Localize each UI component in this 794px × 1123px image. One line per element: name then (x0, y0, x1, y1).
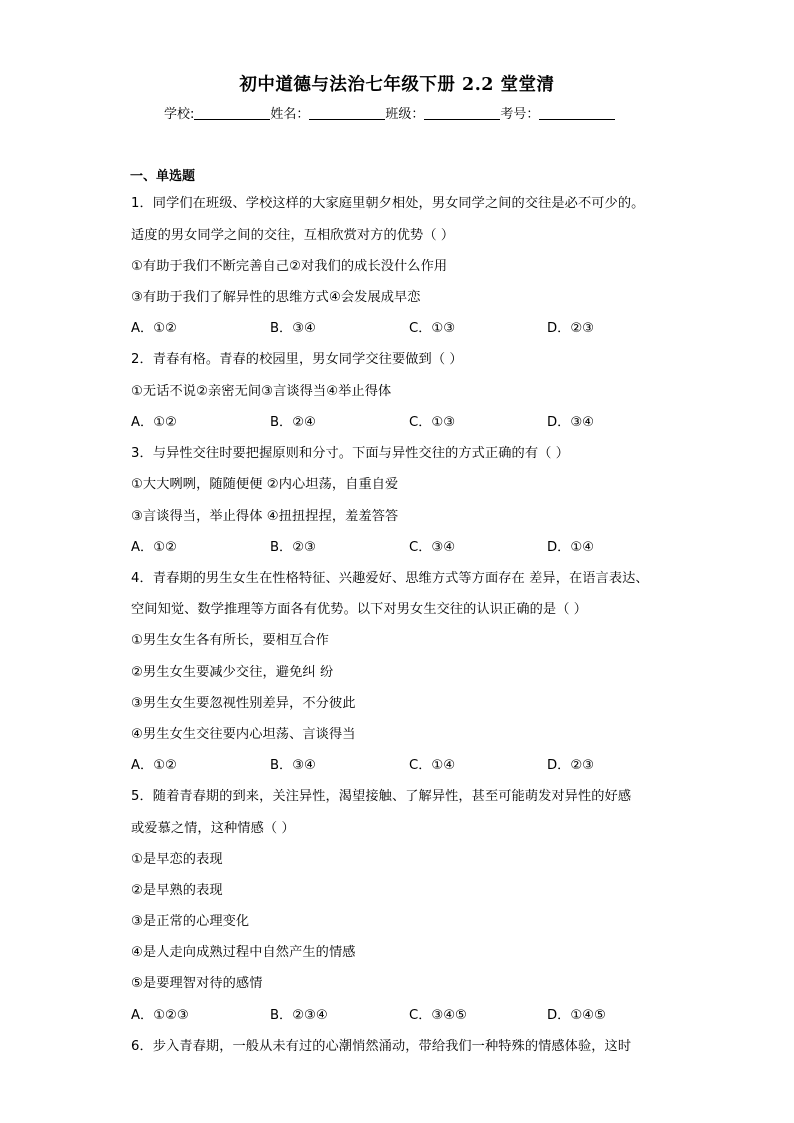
question-4-line-3: ①男生女生各有所长，要相互合作 (131, 633, 329, 648)
question-4-option-b[interactable]: B．③④ (270, 758, 316, 773)
school-label: 学校: (164, 107, 195, 122)
question-1-option-b[interactable]: B．③④ (270, 321, 316, 336)
question-4-option-c[interactable]: C．①④ (409, 758, 456, 773)
question-4-line-2: 空间知觉、数学推理等方面各有优势。以下对男女生交往的认识正确的是（ ） (131, 602, 588, 617)
question-4-line-4: ②男生女生要减少交往，避免纠 纷 (131, 665, 334, 680)
question-4-option-a[interactable]: A．①② (131, 758, 177, 773)
class-blank[interactable] (424, 106, 500, 120)
question-3-option-a[interactable]: A．①② (131, 540, 177, 555)
question-1-option-d[interactable]: D．②③ (547, 321, 594, 336)
exam-number-label: 考号： (500, 107, 540, 122)
question-2-line-1: 2．青春有格。青春的校园里，男女同学交往要做到（ ） (131, 352, 463, 367)
question-1-line-3: ①有助于我们不断完善自己②对我们的成长没什么作用 (131, 259, 448, 274)
question-1-option-a[interactable]: A．①② (131, 321, 177, 336)
question-3-option-b[interactable]: B．②③ (270, 540, 316, 555)
class-label: 班级： (385, 107, 425, 122)
question-4-line-6: ④男生女生交往要内心坦荡、言谈得当 (131, 727, 356, 742)
question-3-line-3: ③言谈得当，举止得体 ④扭扭捏捏，羞羞答答 (131, 509, 399, 524)
question-5-option-b[interactable]: B．②③④ (270, 1008, 328, 1023)
question-1-line-4: ③有助于我们了解异性的思维方式④会发展成早恋 (131, 290, 421, 305)
question-5-line-2: 或爱慕之情，这种情感（ ） (131, 821, 295, 836)
question-5-line-6: ④是人走向成熟过程中自然产生的情感 (131, 945, 356, 960)
school-blank[interactable] (194, 106, 270, 120)
name-label: 姓名： (270, 107, 310, 122)
question-3-line-1: 3．与异性交往时要把握原则和分寸。下面与异性交往的方式正确的有（ ） (131, 446, 569, 461)
question-4-option-d[interactable]: D．②③ (547, 758, 594, 773)
question-2-option-d[interactable]: D．③④ (547, 415, 594, 430)
question-2-line-2: ①无话不说②亲密无间③言谈得当④举止得体 (131, 384, 392, 399)
question-5-line-4: ②是早熟的表现 (131, 883, 223, 898)
question-5-option-c[interactable]: C．③④⑤ (409, 1008, 467, 1023)
exam-number-blank[interactable] (539, 106, 615, 120)
question-2-option-a[interactable]: A．①② (131, 415, 177, 430)
student-info-row (164, 103, 615, 122)
question-1-option-c[interactable]: C．①③ (409, 321, 456, 336)
question-2-option-b[interactable]: B．②④ (270, 415, 316, 430)
question-3-option-c[interactable]: C．③④ (409, 540, 456, 555)
question-3-option-d[interactable]: D．①④ (547, 540, 594, 555)
question-1-line-2: 适度的男女同学之间的交往，互相欣赏对方的优势（ ） (131, 228, 455, 243)
question-5-line-3: ①是早恋的表现 (131, 852, 223, 867)
question-4-line-5: ③男生女生要忽视性别差异，不分彼此 (131, 696, 356, 711)
question-1-line-1: 1．同学们在班级、学校这样的大家庭里朝夕相处，男女同学之间的交往是必不可少的。 (131, 196, 645, 211)
question-5-option-d[interactable]: D．①④⑤ (547, 1008, 606, 1023)
question-5-option-a[interactable]: A．①②③ (131, 1008, 189, 1023)
question-3-line-2: ①大大咧咧，随随便便 ②内心坦荡，自重自爱 (131, 477, 399, 492)
question-5-line-5: ③是正常的心理变化 (131, 914, 250, 929)
page-title: 初中道德与法治七年级下册 2.2 堂堂清 (239, 75, 555, 95)
question-6-line-1: 6．步入青春期，一般从未有过的心潮悄然涌动，带给我们一种特殊的情感体验，这时 (131, 1039, 632, 1054)
question-5-line-1: 5．随着青春期的到来，关注异性，渴望接触、了解异性，甚至可能萌发对异性的好感 (131, 789, 632, 804)
section-heading: 一、单选题 (130, 169, 196, 184)
question-2-option-c[interactable]: C．①③ (409, 415, 456, 430)
name-blank[interactable] (309, 106, 385, 120)
question-4-line-1: 4．青春期的男生女生在性格特征、兴趣爱好、思维方式等方面存在 差异，在语言表达、 (131, 571, 649, 586)
question-5-line-7: ⑤是要理智对待的感情 (131, 976, 263, 991)
